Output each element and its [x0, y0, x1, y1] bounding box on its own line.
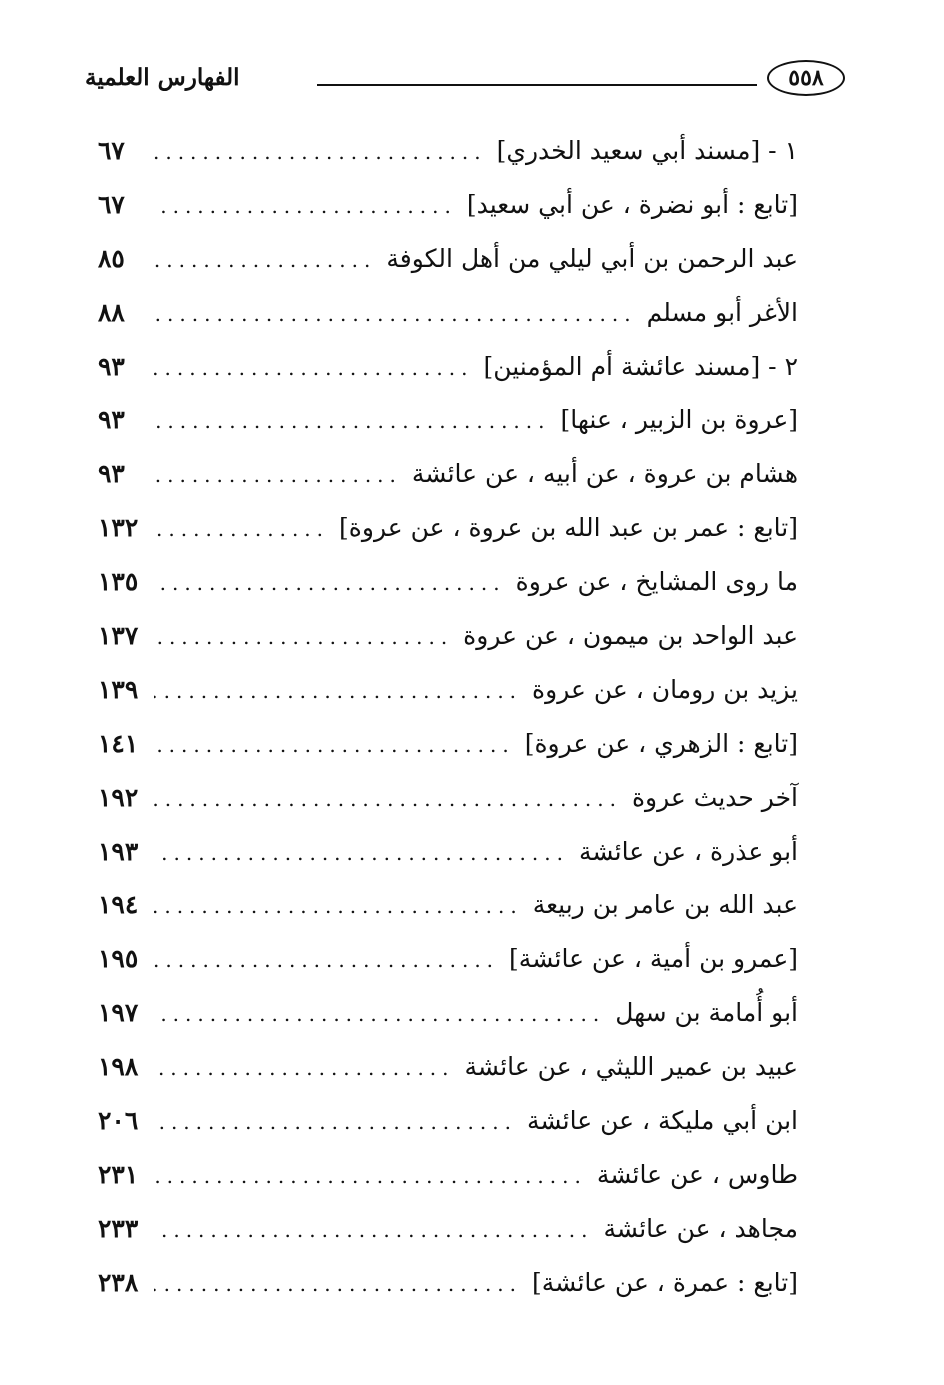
dot-leader: [154, 180, 457, 234]
toc-entry-label: أبو أُمامة بن سهل: [615, 998, 798, 1028]
toc-entry: [98, 932, 798, 986]
toc-entry-page-number: ١٩٢: [98, 782, 139, 812]
toc-entry-label: هشام بن عروة ، عن أبيه ، عن عائشة: [411, 459, 798, 489]
dot-leader: [154, 827, 569, 881]
toc-entry-label: [عمرو بن أمية ، عن عائشة]: [509, 944, 798, 974]
toc-entry: [98, 286, 798, 340]
toc-entry-page-number: ٢٣١: [98, 1159, 139, 1189]
toc-entry-label: ٢ - [مسند عائشة أم المؤمنين]: [483, 351, 798, 381]
toc-entry-label: آخر حديث عروة: [631, 782, 798, 812]
toc-entry-page-number: ١٩٥: [98, 944, 139, 974]
toc-entry-label: [تابع : عمرة ، عن عائشة]: [532, 1267, 798, 1297]
running-title: الفهارس العلمية: [85, 64, 240, 91]
dot-leader: [154, 611, 453, 665]
toc-entry: [98, 771, 798, 825]
toc-entry-page-number: ٢٠٦: [98, 1106, 139, 1136]
toc-entry-page-number: ١٣٩: [98, 674, 139, 704]
toc-entry-page-number: ١٤١: [98, 728, 139, 758]
toc-entry-page-number: ١٩٧: [98, 998, 139, 1028]
toc-entry: [98, 232, 798, 286]
toc-entry-page-number: ٢٣٨: [98, 1267, 139, 1297]
toc-entry-page-number: ٩٣: [98, 351, 125, 381]
toc-entry-page-number: ١٩٤: [98, 890, 139, 920]
toc-entry: [98, 501, 798, 555]
toc-entry: [98, 1094, 798, 1148]
dot-leader: [154, 288, 637, 342]
toc-entry: [98, 1148, 798, 1202]
header-rule: [317, 84, 757, 86]
toc-entry: [98, 825, 798, 879]
toc-entry: [98, 1202, 798, 1256]
toc-entry-page-number: ١٩٨: [98, 1052, 139, 1082]
toc-entry-label: طاوس ، عن عائشة: [596, 1159, 798, 1189]
toc-entry-page-number: ٦٧: [98, 136, 125, 165]
table-of-contents: [98, 124, 798, 1310]
toc-entry-label: [تابع : الزهري ، عن عروة]: [524, 728, 798, 758]
dot-leader: [154, 503, 329, 557]
dot-leader: [154, 449, 402, 503]
toc-entry-page-number: ١٣٢: [98, 513, 139, 543]
toc-entry: [98, 555, 798, 609]
dot-leader: [154, 934, 499, 988]
toc-entry: [98, 1040, 798, 1094]
toc-entry: [98, 717, 798, 771]
dot-leader: [154, 342, 473, 396]
toc-entry-label: [تابع : أبو نضرة ، عن أبي سعيد]: [466, 189, 798, 219]
toc-entry-label: عبيد بن عمير الليثي ، عن عائشة: [464, 1052, 798, 1082]
toc-entry-label: يزيد بن رومان ، عن عروة: [532, 674, 798, 704]
dot-leader: [154, 395, 551, 449]
toc-entry-page-number: ٢٣٣: [98, 1213, 139, 1243]
toc-entry-label: ابن أبي مليكة ، عن عائشة: [526, 1106, 798, 1136]
toc-entry-label: [تابع : عمر بن عبد الله بن عروة ، عن عروة]: [339, 513, 798, 543]
dot-leader: [154, 880, 523, 934]
dot-leader: [154, 1150, 587, 1204]
dot-leader: [154, 234, 376, 288]
toc-entry-label: أبو عذرة ، عن عائشة: [578, 836, 798, 866]
dot-leader: [154, 557, 506, 611]
toc-entry-page-number: ٨٨: [98, 297, 125, 327]
toc-entry-page-number: ٩٣: [98, 459, 125, 489]
toc-entry-label: الأغر أبو مسلم: [646, 297, 798, 327]
toc-entry: [98, 663, 798, 717]
toc-entry-label: ١ - [مسند أبي سعيد الخدري]: [496, 136, 798, 165]
dot-leader: [154, 773, 622, 827]
dot-leader: [154, 1096, 517, 1150]
toc-entry-page-number: ١٩٣: [98, 836, 139, 866]
toc-entry: [98, 986, 798, 1040]
dot-leader: [154, 1042, 455, 1096]
toc-entry-label: ما روى المشايخ ، عن عروة: [515, 567, 798, 597]
toc-entry-page-number: ٩٣: [98, 405, 125, 435]
dot-leader: [154, 719, 515, 773]
toc-entry-page-number: ٦٧: [98, 189, 125, 219]
toc-entry: [98, 340, 798, 394]
dot-leader: [154, 665, 522, 719]
toc-entry: [98, 447, 798, 501]
toc-entry-page-number: ١٣٥: [98, 567, 139, 597]
page-header: [85, 58, 845, 106]
toc-entry-label: [عروة بن الزبير ، عنها]: [560, 405, 798, 435]
toc-entry-label: عبد الواحد بن ميمون ، عن عروة: [463, 621, 798, 651]
dot-leader: [154, 1204, 593, 1258]
toc-entry: [98, 1256, 798, 1310]
toc-entry-label: مجاهد ، عن عائشة: [603, 1213, 798, 1243]
toc-entry-label: عبد الله بن عامر بن ربيعة: [532, 890, 798, 920]
toc-entry: [98, 878, 798, 932]
dot-leader: [154, 126, 487, 180]
toc-entry: [98, 393, 798, 447]
toc-entry: [98, 178, 798, 232]
dot-leader: [154, 988, 605, 1042]
page-number: ٥٥٨: [767, 60, 845, 96]
toc-entry: [98, 124, 798, 178]
toc-entry: [98, 609, 798, 663]
toc-entry-page-number: ١٣٧: [98, 621, 139, 651]
dot-leader: [154, 1258, 522, 1312]
toc-entry-page-number: ٨٥: [98, 243, 125, 273]
toc-entry-label: عبد الرحمن بن أبي ليلي من أهل الكوفة: [386, 243, 798, 273]
